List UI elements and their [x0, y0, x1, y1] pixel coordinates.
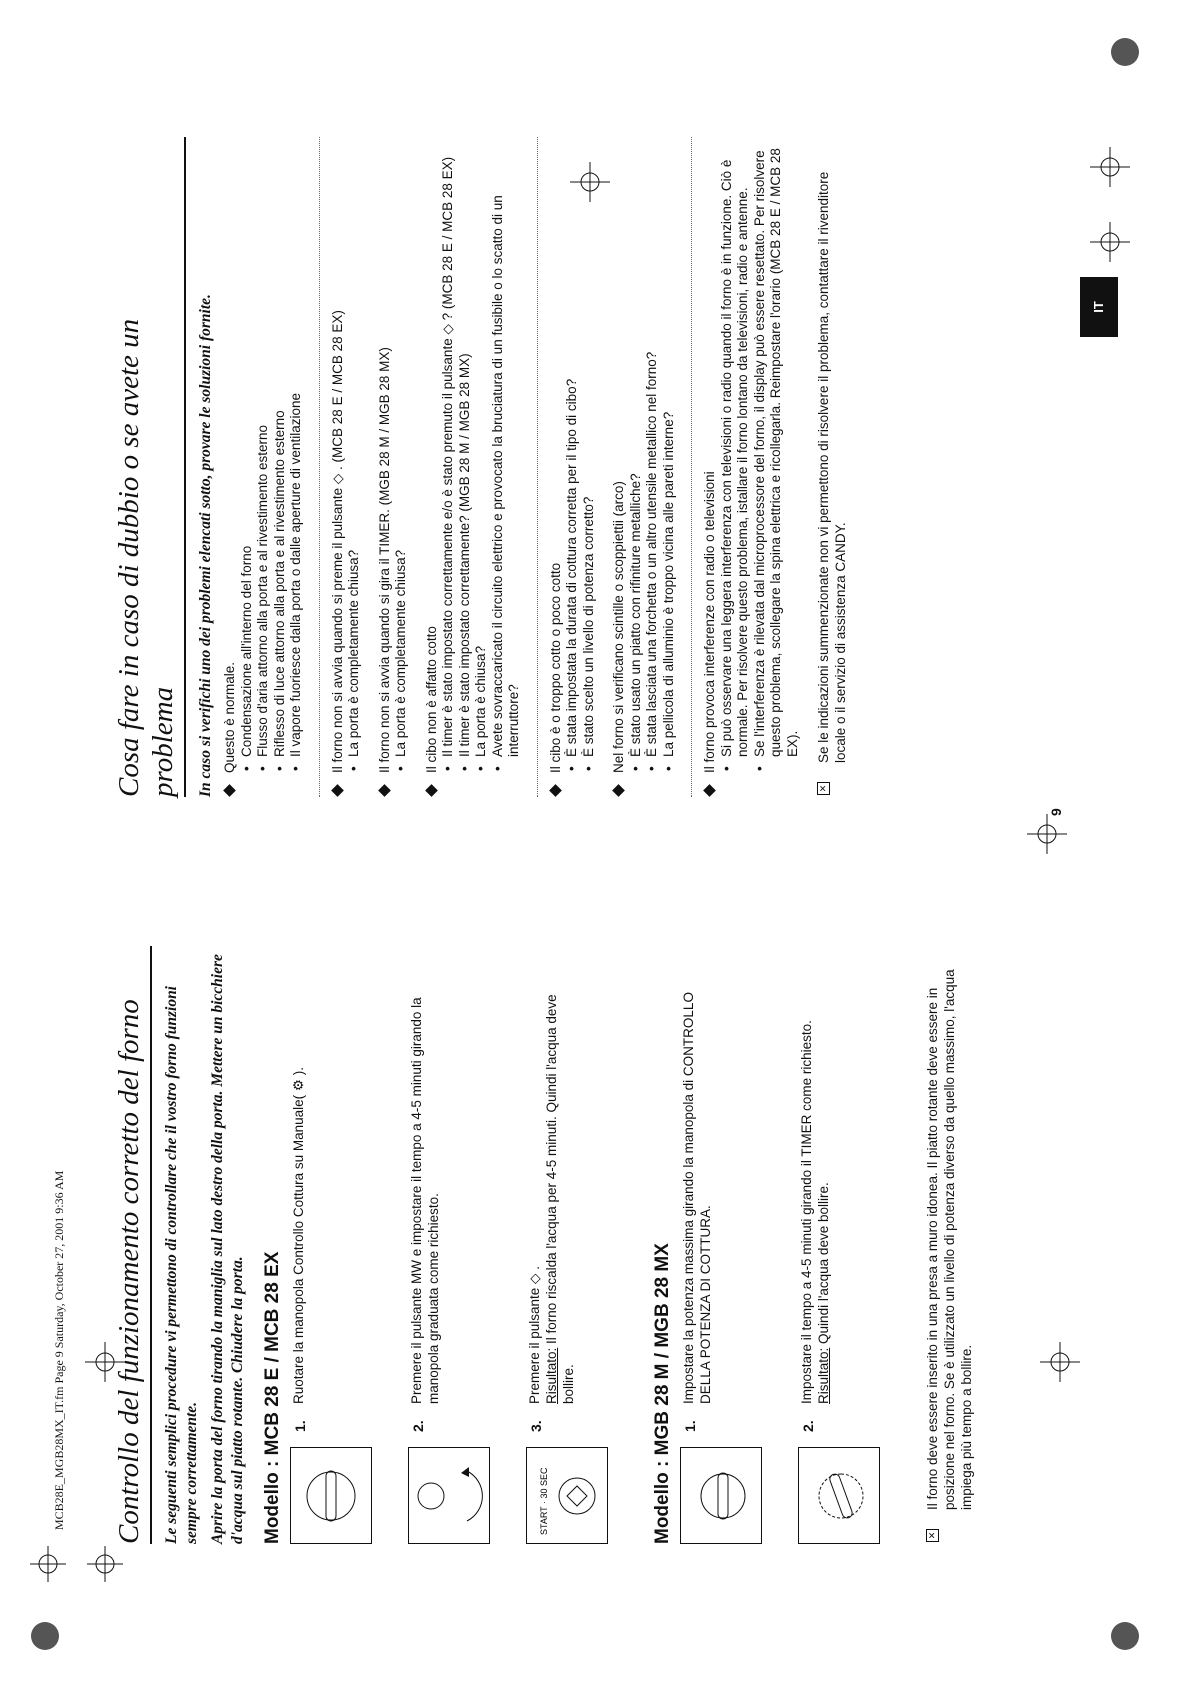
step-text: Impostare la potenza massima girando la manopola di CONTROLLO DELLA POTENZA DI COTTURA. [681, 992, 713, 1404]
section-lead: Il forno non si avvia quando si gira il TIMER. (MGB 28 M / MGB 28 MX) [376, 347, 392, 773]
list-item: • La pellicola di alluminio è troppo vicina alle pareti interne? [661, 137, 678, 757]
step-number: 2. [410, 1420, 426, 1432]
list-item: • Si può osservare una leggera interferenza con televisioni o radio quando il forno è in funzione. Ciò è normale. Per risolvere questo problema, istallare il forno lontano da televisioni, radio e antenne. [719, 137, 752, 757]
start-label: START · 30 SEC [539, 1467, 549, 1535]
start-button-picture [526, 1447, 608, 1544]
left-note [924, 946, 975, 1544]
right-title-line-2: problema [147, 686, 179, 797]
list-item: • La porta è chiusa? [473, 137, 490, 757]
diamond-bullet-icon [223, 784, 236, 797]
section-items [628, 137, 678, 773]
dial-picture [290, 1447, 372, 1544]
right-note [815, 137, 849, 797]
section-lead: Il cibo non è affatto cotto [423, 626, 439, 773]
step-text [798, 974, 832, 1404]
page-number: 9 [1048, 808, 1064, 816]
dotted-separator [537, 137, 538, 797]
right-note-text: Se le indicazioni summenzionate non vi permettono di risolvere il problema, contattare il rivenditore locale o il servizio di assistenza CANDY. [816, 171, 848, 763]
section-items [719, 137, 802, 773]
section-items [393, 137, 410, 773]
language-tab: IT [1080, 277, 1118, 337]
list-item: • È stato usato un piatto con rifiniture metalliche? [628, 137, 645, 757]
list-item: • È stata lasciata una forchetta o un altro utensile metallico nel forno? [644, 137, 661, 757]
section-items [346, 137, 363, 773]
model1-heading: Modello : MCB 28 E / MCB 28 EX [262, 1251, 283, 1544]
result-text: Il forno riscalda l'acqua per 4-5 minuti. Quindi l'acqua deve bollire. [544, 994, 576, 1404]
section-lead: Il forno non si avvia quando si preme il pulsante ◇ . (MCB 28 E / MCB 28 EX) [329, 310, 345, 773]
list-item: • È stata impostata la durata di cottura corretta per il tipo di cibo? [564, 137, 581, 757]
diamond-bullet-icon [703, 784, 716, 797]
button-dial-picture [408, 1447, 490, 1544]
left-title: Controllo del funzionamento corretto del forno [113, 999, 145, 1544]
step-number: 1. [292, 1420, 308, 1432]
model1-step-2 [408, 946, 520, 1544]
section-over-under-cooked [548, 137, 598, 797]
diamond-bullet-icon [425, 784, 438, 797]
left-column [112, 946, 975, 1544]
left-intro-1: Le seguenti semplici procedure vi permettono di controllare che il vostro forno funzioni sempre correttamente. [163, 986, 200, 1544]
title-rule [150, 946, 152, 1544]
model1-step-3 [526, 946, 638, 1544]
list-item: • Riflesso di luce attorno alla porta e al rivestimento esterno [272, 137, 289, 757]
section-lead: Questo è normale. [222, 661, 237, 773]
dotted-separator [319, 137, 320, 797]
step-number: 3. [528, 1420, 544, 1432]
list-item: • Il vapore fuoriesce dalla porta o dalle aperture di ventilazione [288, 137, 305, 757]
list-item: • Se l'interferenza è rilevata dal microprocessore del forno, il display può essere resettato. Per risolvere questo problema, scollegare la spina elettrica e ricollegarla. Reimpostare l'orario (MCB 28 E / MCB 28 EX). [752, 137, 802, 757]
section-arcing [611, 137, 677, 797]
section-lead: Il forno provoca interferenze con radio o televisioni [702, 471, 717, 773]
diamond-bullet-icon [331, 784, 344, 797]
left-intro-2: Aprire la porta del forno tirando la maniglia sul lato destro della porta. Mettere un bicchiere d'acqua sul piatto rotante. Chiudere la porta. [209, 954, 246, 1544]
step-main-text: Impostare il tempo a 4-5 minuti girando il TIMER come richiesto. [799, 1020, 814, 1404]
diamond-bullet-icon [378, 784, 391, 797]
section-normal [222, 137, 305, 797]
section-lead: Nel forno si verificano scintille o scoppiettii (arco) [611, 481, 626, 773]
step-number: 2. [800, 1420, 816, 1432]
file-header: MCB28E_MGB28MX_IT.fm Page 9 Saturday, October 27, 2001 9:36 AM [52, 1170, 66, 1530]
step-text: Ruotare la manopola Controllo Cottura su Manuale( ⚙ ). [291, 1066, 306, 1404]
step-main-text: Premere il pulsante ◇ . [527, 1266, 542, 1404]
list-item: • Flusso d'aria attorno alla porta e al rivestimento esterno [255, 137, 272, 757]
step-text [526, 974, 577, 1404]
right-intro: In caso si verifichi uno dei problemi elencati sotto, provare le soluzioni fornite. [197, 294, 214, 797]
model1-step-1 [290, 946, 402, 1544]
list-item: • La porta è completamente chiusa? [346, 137, 363, 757]
power-dial-picture [680, 1447, 762, 1544]
list-item: • È stato scelto un livello di potenza corretto? [581, 137, 598, 757]
result-label: Risultato: [544, 1347, 559, 1404]
section-no-start-button [330, 137, 363, 797]
section-lead: Il cibo è o troppo cotto o poco cotto [547, 562, 563, 773]
list-item: • Il timer è stato impostato correttamente? (MGB 28 M / MGB 28 MX) [457, 137, 474, 757]
step-number: 1. [682, 1420, 698, 1432]
section-no-start-timer [377, 137, 410, 797]
right-title-line-1: Cosa fare in caso di dubbio o se avete un [113, 318, 145, 797]
section-not-cooked [424, 137, 523, 797]
result-text: Quindi l'acqua deve bollire. [816, 1182, 831, 1344]
right-title [112, 137, 180, 797]
result-label: Risultato: [816, 1347, 831, 1404]
note-icon: ✕ [926, 1529, 939, 1542]
left-note-text: Il forno deve essere inserito in una presa a muro idonea. Il piatto rotante deve essere in posizione nel forno. Se è utilizzato un livello di potenza diverso da quello massimo, l'acqua impiega più tempo a bollire. [925, 969, 974, 1510]
list-item: • Il timer è stato impostato correttamente e/o è stato premuto il pulsante ◇ ? (MCB 28 E / MCB 28 EX) [440, 137, 457, 757]
title-rule [184, 137, 186, 797]
note-icon: ✕ [817, 782, 830, 795]
step-text: Premere il pulsante MW e impostare il tempo a 4-5 minuti girando la manopola graduata come richiesto. [409, 997, 441, 1404]
section-interference [702, 137, 801, 797]
model2-step-2 [798, 946, 910, 1544]
list-item: • La porta è completamente chiusa? [393, 137, 410, 757]
model2-heading: Modello : MGB 28 M / MGB 28 MX [652, 1243, 673, 1544]
dotted-separator [691, 137, 692, 797]
section-items [239, 137, 305, 773]
model2-step-1 [680, 946, 792, 1544]
section-items [564, 137, 597, 773]
diamond-bullet-icon [549, 784, 562, 797]
diamond-bullet-icon [612, 784, 625, 797]
list-item: • Condensazione all'interno del forno [239, 137, 256, 757]
right-column [112, 137, 849, 797]
timer-dial-picture [798, 1447, 880, 1544]
list-item: • Avete sovraccaricato il circuito elettrico e provocato la bruciatura di un fusibile o lo scatto di un interruttore? [490, 137, 523, 757]
section-items [440, 137, 523, 773]
